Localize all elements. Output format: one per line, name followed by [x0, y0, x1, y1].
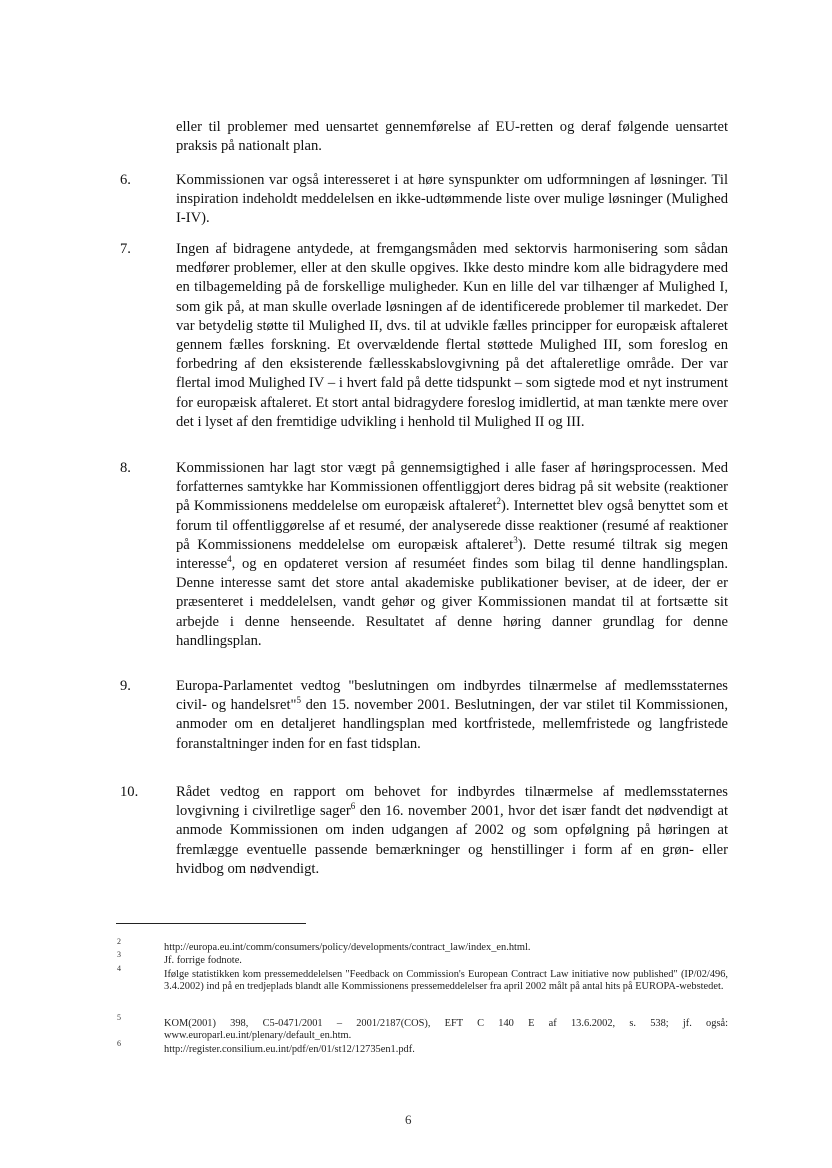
paragraph-number-10: 10.: [120, 784, 139, 800]
paragraph-8-text-c: ). Dette resumé tiltrak sig megen interesse: [176, 536, 728, 573]
paragraph-8: [176, 459, 728, 651]
footnote-mark-5: 5: [117, 1013, 121, 1022]
paragraph-number-7: 7.: [120, 241, 131, 257]
paragraph-number-8: 8.: [120, 460, 131, 476]
footnote-mark-6: 6: [117, 1039, 121, 1048]
paragraph-6: Kommissionen var også interesseret i at høre synspunkter om udformningen af løsninger. Til inspiration indeholdt meddelelsen en ikke-udtømmende liste over mulige løsninger (Mulighed I-IV).: [176, 172, 728, 227]
paragraph-8-text-d: , og en opdateret version af resuméet findes som bilag til denne handlingsplan. Denne interesse samt det store antal akademiske publikationer beviser, at de ideer, der er præsenteret i meddelelsen, vandt gehør og giver Kommissionen mandat til at fortsætte sit arbejde i denne henseende. Resultatet af denne høring danner grundlag for denne handlingsplan.: [176, 556, 728, 649]
paragraph-8-text-b: ). Internettet blev også benyttet som et forum til offentliggørelse af et resumé, der analyserede disse reaktioner (resumé af reaktioner på Kommissionens meddelelse om europæisk aftaleret: [176, 498, 728, 553]
footnote-2: http://europa.eu.int/comm/consumers/policy/developments/contract_law/index_en.html.: [164, 942, 531, 953]
footnote-4: Ifølge statistikken kom pressemeddelelsen "Feedback on Commission's European Contract Law initiative now published" (IP/02/496, 3.4.2002) ind på en tredjeplads blandt alle Kommissionens pressemeddelelser fra april 2002 målt på antal hits på EUROPA-webstedet.: [164, 969, 728, 992]
footnote-ref-2: 2: [496, 496, 502, 507]
footnote-separator: [116, 923, 306, 924]
footnote-mark-2: 2: [117, 937, 121, 946]
page-number: 6: [405, 1112, 412, 1127]
paragraph-10: [176, 783, 728, 879]
footnote-ref-4: 4: [227, 554, 232, 565]
footnote-ref-3: 3: [513, 534, 518, 545]
paragraph-9-text-b: den 15. november 2001. Beslutningen, der var stilet til Kommissionen, anmoder om en detaljeret handlingsplan med kortfristede, mellemfristede og langfristede foranstaltninger inden for en fast tidsplan.: [176, 697, 728, 752]
paragraph-number-6: 6.: [120, 172, 131, 188]
footnote-6: http://register.consilium.eu.int/pdf/en/01/st12/12735en1.pdf.: [164, 1044, 415, 1055]
footnote-5: KOM(2001) 398, C5-0471/2001 – 2001/2187(COS), EFT C 140 E af 13.6.2002, s. 538; jf. også: www.europarl.eu.int/plenary/default_en.htm.: [164, 1018, 728, 1041]
paragraph-7: Ingen af bidragene antydede, at fremgangsmåden med sektorvis harmonisering som sådan medfører problemer, eller at den skulle opgives. Ikke desto mindre kom alle bidragydere med en tilbagemelding på de forskellige muligheder. Kun en lille del var tilhænger af Mulighed I, som gik på, at man skulle overlade løsningen af de identificerede problemer til markedet. Der var betydelig støtte til Mulighed II, dvs. til at udvikle fælles principper for europæisk aftaleret gennem fælles forskning. Et overvældende flertal støttede Mulighed III, som foreslog en forbedring af den eksisterende fællesskabslovgivning på det aftaleretlige område. Der var flertal imod Mulighed IV – i hvert fald på dette tidspunkt – som sigtede mod et nyt instrument for europæisk aftaleret. Et stort antal bidragydere foreslog imidlertid, at man tænkte mere over det i lyset af den fremtidige udvikling i henhold til Mulighed II og III.: [176, 241, 728, 430]
footnote-ref-6: 6: [350, 801, 356, 812]
paragraph-8-text-a: Kommissionen har lagt stor vægt på gennemsigtighed i alle faser af høringsprocessen. Med forfatternes samtykke har Kommissionen offentliggjort deres bidrag på sit website (reaktioner på Kommissionens meddelelse om europæisk aftaleret: [176, 460, 728, 515]
footnote-3: Jf. forrige fodnote.: [164, 955, 242, 966]
footnote-mark-3: 3: [117, 950, 121, 959]
paragraph-10-text-b: den 16. november 2001, hvor det især fandt det nødvendigt at anmode Kommissionen om inden udgangen af 2002 og som opfølgning på høringen at fremlægge eventuelle passende bemærkninger og henstillinger i form af en grøn- eller hvidbog om nødvendigt.: [176, 803, 729, 877]
paragraph-9-text-a: Europa-Parlamentet vedtog "beslutningen om indbyrdes tilnærmelse af medlemsstaternes civil- og handelsret": [176, 678, 728, 714]
paragraph-10-text-a: Rådet vedtog en rapport om behovet for indbyrdes tilnærmelse af medlemsstaternes lovgivning i civilretlige sager: [176, 784, 728, 820]
footnote-ref-5: 5: [296, 695, 302, 706]
footnote-mark-4: 4: [117, 964, 121, 973]
intro-continuation: eller til problemer med uensartet gennemførelse af EU-retten og deraf følgende uensartet praksis på nationalt plan.: [176, 119, 728, 155]
paragraph-number-9: 9.: [120, 678, 131, 694]
paragraph-9: [176, 677, 728, 754]
